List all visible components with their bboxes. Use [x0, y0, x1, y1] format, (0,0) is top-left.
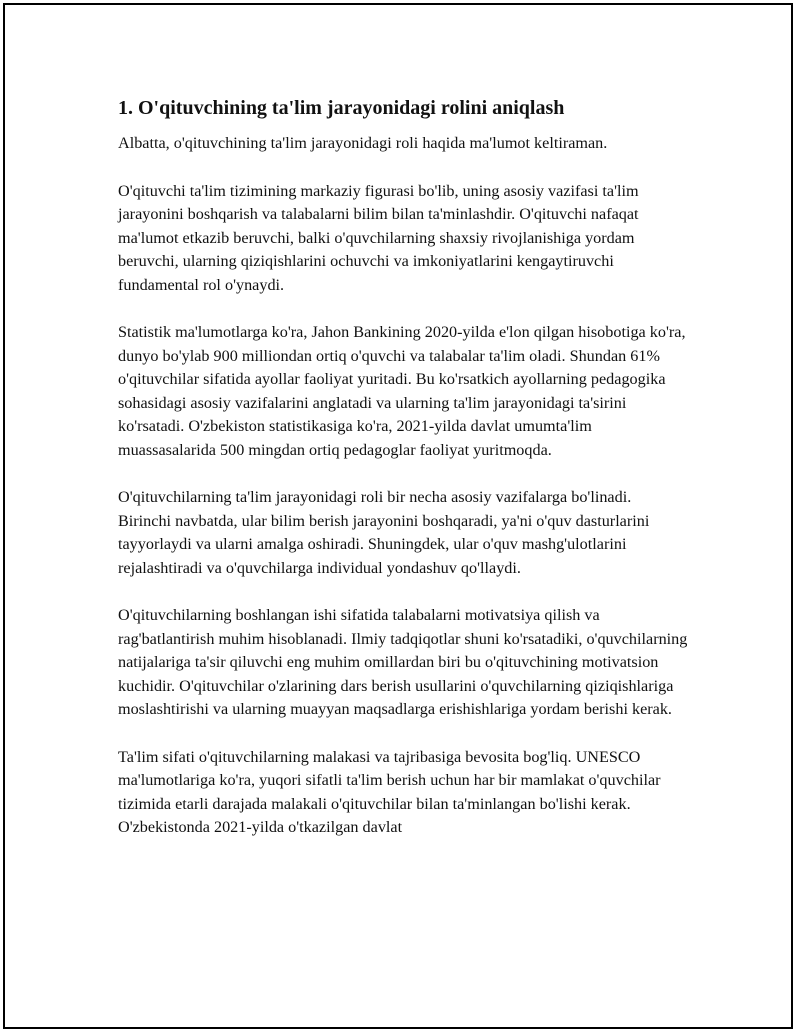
- document-body: [118, 95, 688, 864]
- page-title: 1. O'qituvchining ta'lim jarayonidagi rolini aniqlash: [118, 97, 565, 119]
- paragraph-quality: Ta'lim sifati o'qituvchilarning malakasi va tajribasiga bevosita bog'liq. UNESCO ma'lumotlariga ko'ra, yuqori sifatli ta'lim berish uchun har bir mamlakat o'quvchilar tizimida etarli darajada malakali o'qituvchilar bilan ta'minlangan bo'lishi kerak. O'zbekistonda 2021-yilda o'tkazilgan davlat: [118, 747, 661, 836]
- paragraph-motivation: O'qituvchilarning boshlangan ishi sifatida talabalarni motivatsiya qilish va rag'batlantirish muhim hisoblanadi. Ilmiy tadqiqotlar shuni ko'rsatadiki, o'quvchilarning natijalariga ta'sir qiluvchi eng muhim omillardan biri bu o'qituvchining motivatsion kuchidir. O'qituvchilar o'zlarining dars berish usullarini o'quvchilarning qiziqishlariga moslashtirishi va ularning muayyan maqsadlarga erishishlariga yordam berishi kerak.: [118, 606, 688, 718]
- paragraph-statistics: Statistik ma'lumotlarga ko'ra, Jahon Bankining 2020-yilda e'lon qilgan hisobotiga ko'ra, dunyo bo'ylab 900 milliondan ortiq o'quvchi va talabalar ta'lim oladi. Shundan 61% o'qituvchilar sifatida ayollar faoliyat yuritadi. Bu ko'rsatkich ayollarning pedagogika sohasidagi asosiy vazifalarini anglatadi va ularning ta'lim jarayonidagi ta'sirini ko'rsatadi. O'zbekiston statistikasiga ko'ra, 2021-yilda davlat umumta'lim muassasalarida 500 mingdan ortiq pedagoglar faoliyat yuritmoqda.: [118, 323, 686, 459]
- paragraph-tasks: O'qituvchilarning ta'lim jarayonidagi roli bir necha asosiy vazifalarga bo'linadi. Birinchi navbatda, ular bilim berish jarayonini boshqaradi, ya'ni o'quv dasturlarini tayyorlaydi va ularni amalga oshiradi. Shuningdek, ular o'quv mashg'ulotlarini rejalashtiradi va o'quvchilarga individual yondashuv qo'llaydi.: [118, 488, 650, 577]
- paragraph-intro: Albatta, o'qituvchining ta'lim jarayonidagi roli haqida ma'lumot keltiraman.: [118, 134, 608, 152]
- paragraph-teacher-role: O'qituvchi ta'lim tizimining markaziy figurasi bo'lib, uning asosiy vazifasi ta'lim jarayonini boshqarish va talabalarni bilim bilan ta'minlashdir. O'qituvchi nafaqat ma'lumot etkazib beruvchi, balki o'quvchilarning shaxsiy rivojlanishiga yordam beruvchi, ularning qiziqishlarini ochuvchi va imkoniyatlarini kengaytiruvchi fundamental rol o'ynaydi.: [118, 181, 639, 294]
